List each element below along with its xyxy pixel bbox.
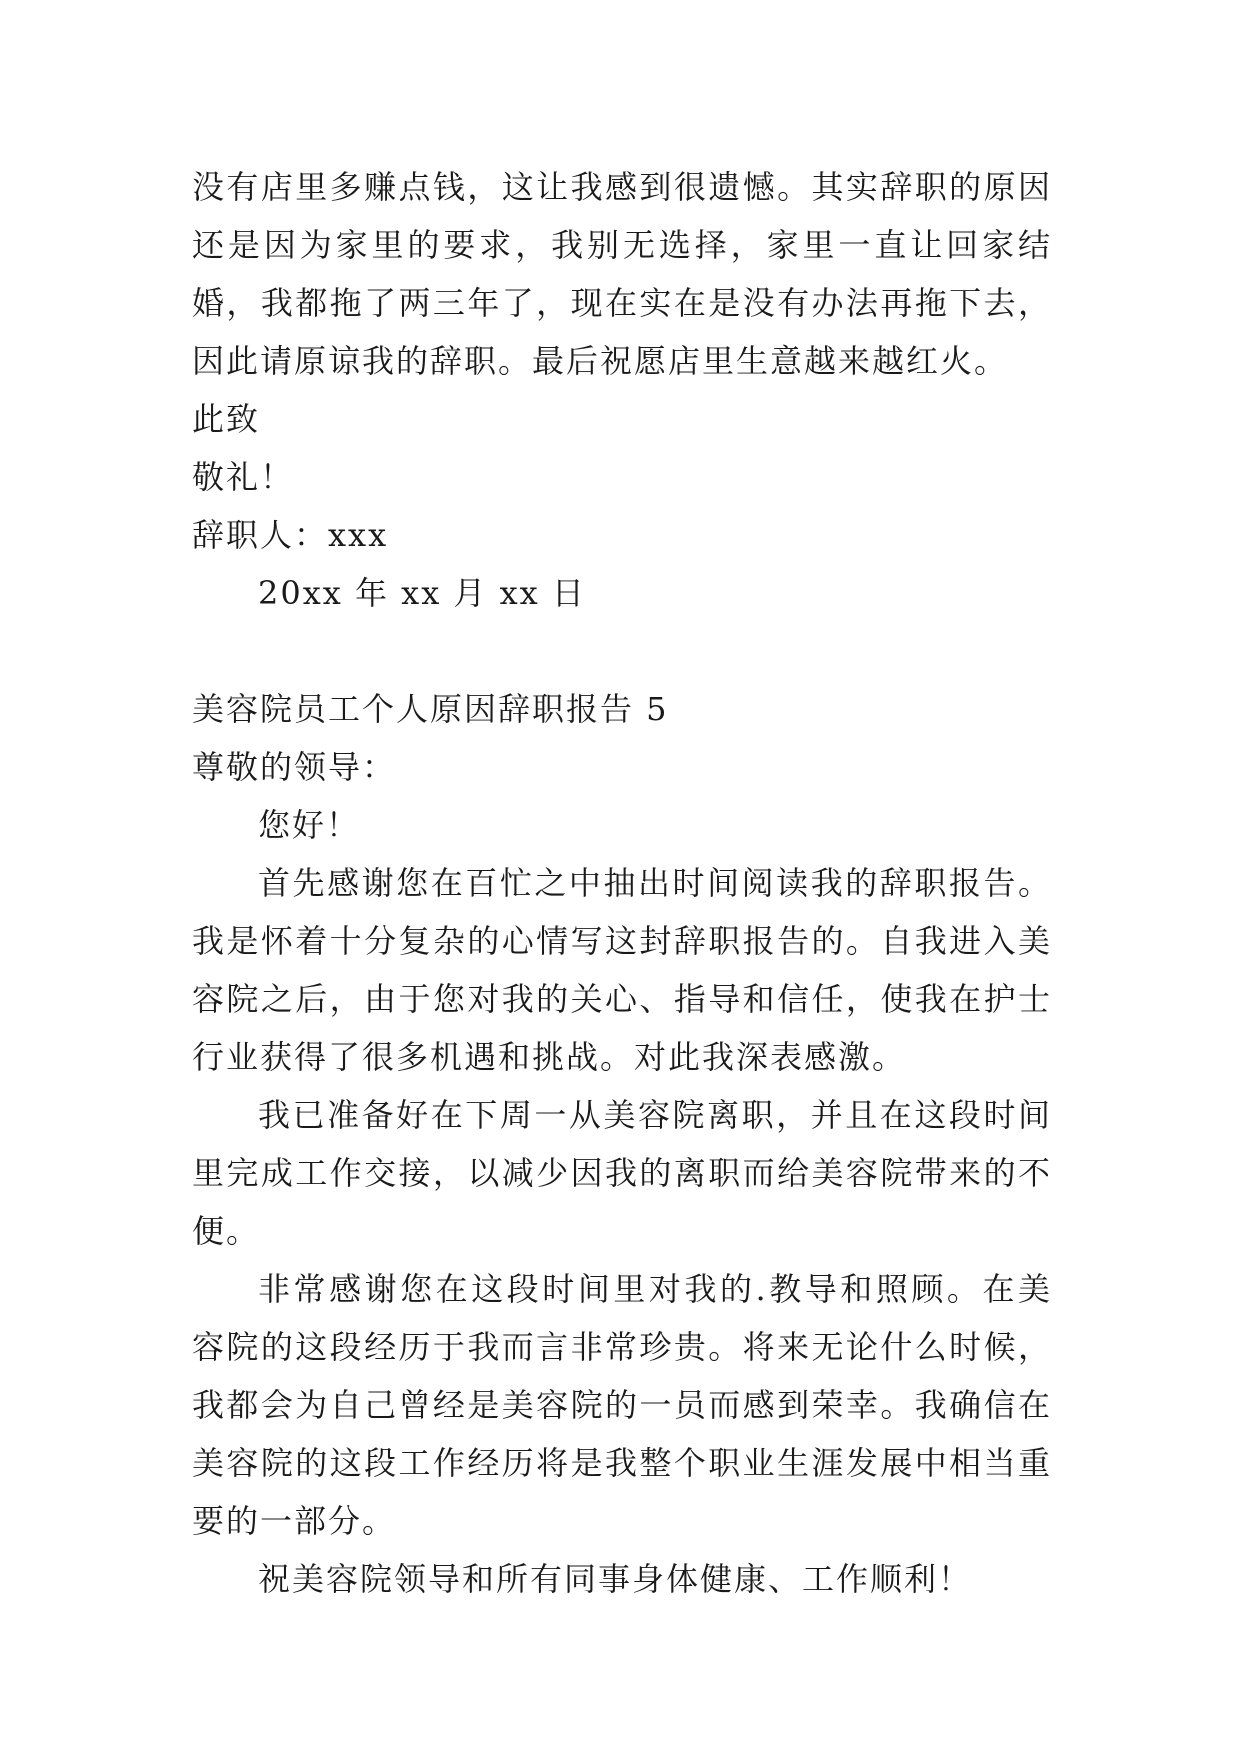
report-title: 美容院员工个人原因辞职报告 5 xyxy=(192,690,669,728)
document-body xyxy=(192,158,1052,1608)
greeting-line: 您好！ xyxy=(258,806,361,844)
signature-line: 辞职人：xxx xyxy=(192,516,389,554)
body-paragraph-3: 非常感谢您在这段时间里对我的.教导和照顾。在美容院的这段经历于我而言非常珍贵。将来无论什么时候，我都会为自己曾经是美容院的一员而感到荣幸。我确信在美容院的这段工作经历将是我整个职业生涯发展中相当重要的一部分。 xyxy=(192,1270,1052,1540)
salutation-line-1: 此致 xyxy=(192,400,261,438)
closing-paragraph: 没有店里多赚点钱，这让我感到很遗憾。其实辞职的原因还是因为家里的要求，我别无选择，家里一直让回家结婚，我都拖了两三年了，现在实在是没有办法再拖下去，因此请原谅我的辞职。最后祝愿店里生意越来越红火。 xyxy=(192,168,1052,380)
body-paragraph-2: 我已准备好在下周一从美容院离职，并且在这段时间里完成工作交接，以减少因我的离职而给美容院带来的不便。 xyxy=(192,1096,1052,1250)
body-paragraph-4: 祝美容院领导和所有同事身体健康、工作顺利！ xyxy=(258,1560,973,1598)
body-paragraph-1: 首先感谢您在百忙之中抽出时间阅读我的辞职报告。我是怀着十分复杂的心情写这封辞职报告的。自我进入美容院之后，由于您对我的关心、指导和信任，使我在护士行业获得了很多机遇和挑战。对此我深表感激。 xyxy=(192,864,1052,1076)
addressee-line: 尊敬的领导： xyxy=(192,748,397,786)
date-line: 20xx 年 xx 月 xx 日 xyxy=(258,574,586,612)
salutation-line-2: 敬礼！ xyxy=(192,458,295,496)
section-gap xyxy=(192,622,1052,680)
